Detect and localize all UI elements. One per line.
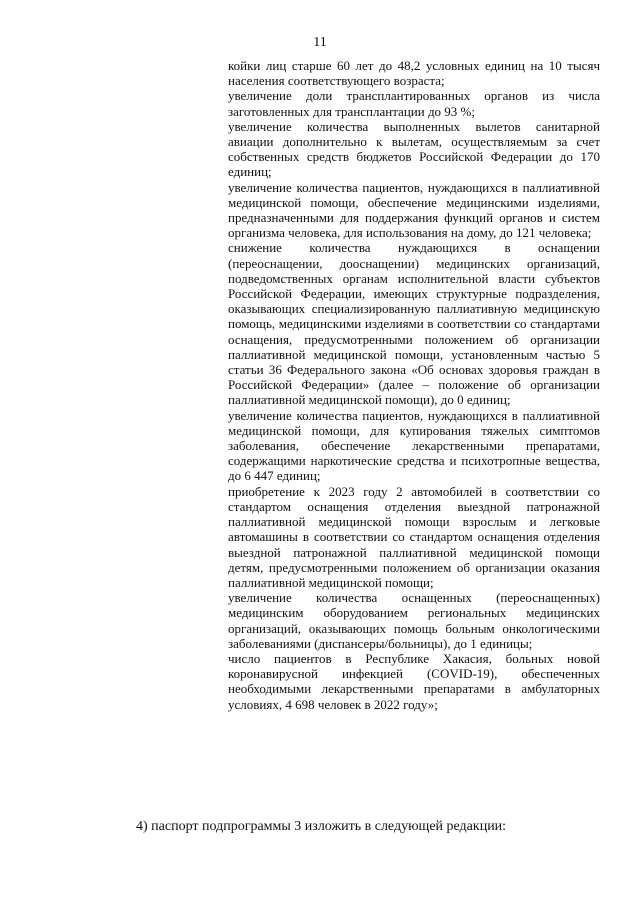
page-number: 11: [313, 35, 327, 50]
list-item: снижение количества нуждающихся в оснащении (переоснащении, дооснащении) медицинских организаций, подведомственных органам исполнительной власти субъектов Российской Федерации, имеющих структурные подразделения, оказывающих специализированную паллиативную медицинскую помощь, медицинскими изделиями в соответствии со стандартами оснащения, предусмотренными положением об организации паллиативной медицинской помощи, установленным частью 5 статьи 36 Федерального закона «Об основах здоровья граждан в Российской Федерации» (далее – положение об организации паллиативной медицинской помощи), до 0 единиц;: [228, 240, 600, 408]
target-indicators-list: [228, 58, 600, 712]
list-item: увеличение доли трансплантированных органов из числа заготовленных для трансплантации до 93 %;: [228, 88, 600, 119]
list-item: увеличение количества выполненных вылетов санитарной авиации дополнительно к вылетам, осуществляемым за счет собственных средств бюджетов Российской Федерации до 170 единиц;: [228, 118, 600, 180]
list-item: койки лиц старше 60 лет до 48,2 условных единиц на 10 тысяч населения соответствующего возраста;: [228, 58, 600, 89]
list-item: число пациентов в Республике Хакасия, больных новой коронавирусной инфекцией (COVID-19), обеспеченных необходимыми лекарственными препаратами в амбулаторных условиях, 4 698 человек в 2022 году»;: [228, 650, 600, 712]
amendment-item-4: 4) паспорт подпрограммы 3 изложить в следующей редакции:: [136, 819, 507, 834]
list-item: приобретение к 2023 году 2 автомобилей в соответствии со стандартом оснащения отделения выездной патронажной паллиативной медицинской помощи взрослым и легковые автомашины в соответствии со стандартом оснащения отделения выездной патронажной паллиативной медицинской помощи детям, предусмотренными положением об организации оказания паллиативной медицинской помощи;: [228, 483, 600, 590]
list-item: увеличение количества оснащенных (переоснащенных) медицинским оборудованием региональных медицинских организаций, оказывающих помощь больным онкологическими заболеваниями (диспансеры/больницы), до 1 единицы;: [228, 590, 600, 651]
list-item: увеличение количества пациентов, нуждающихся в паллиативной медицинской помощи, для купирования тяжелых симптомов заболевания, обеспечение лекарственными препаратами, содержащими наркотические средства и психотропные вещества, до 6 447 единиц;: [228, 407, 600, 484]
list-item: увеличение количества пациентов, нуждающихся в паллиативной медицинской помощи, обеспечение медицинскими изделиями, предназначенными для поддержания функций органов и систем организма человека, для использования на дому, до 121 человека;: [228, 179, 600, 241]
